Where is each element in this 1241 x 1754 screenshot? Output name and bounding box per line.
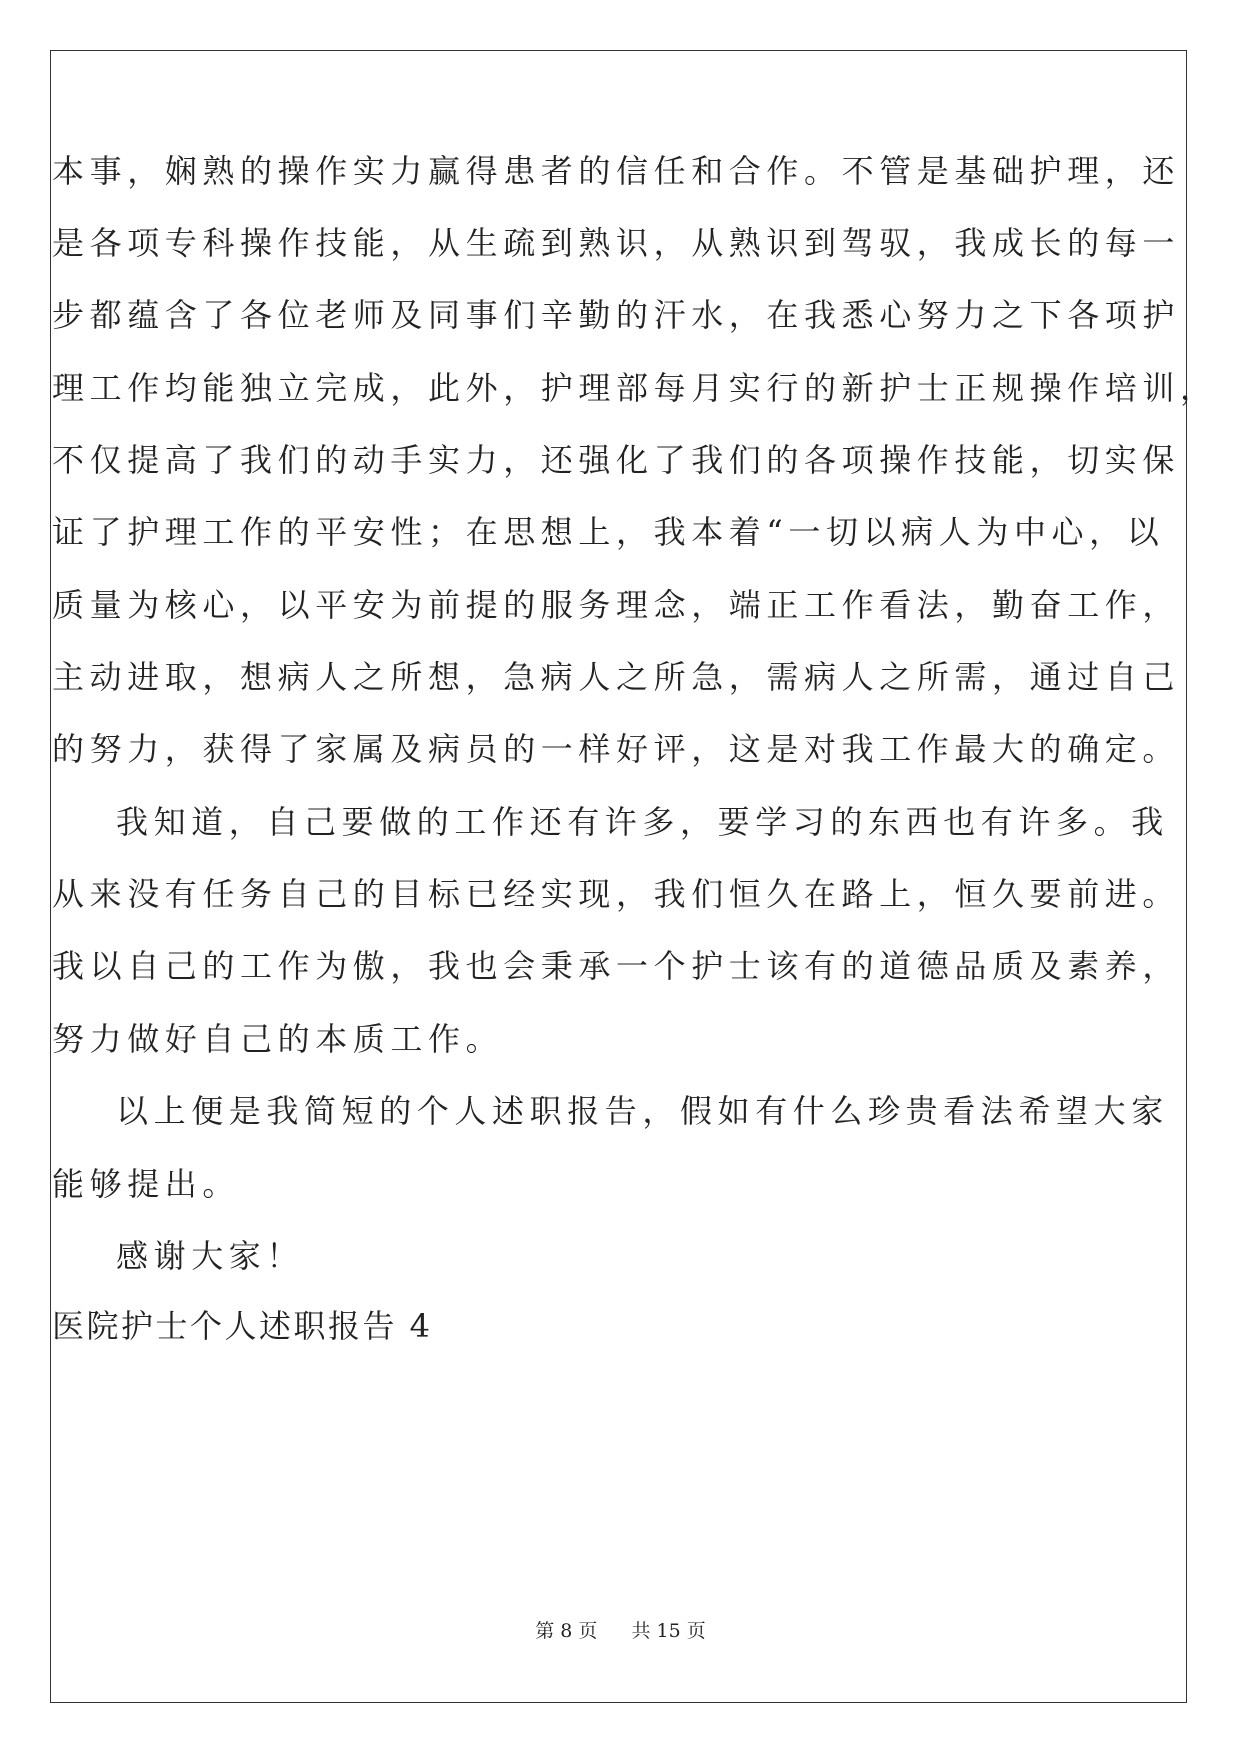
paragraph-line: 主动进取，想病人之所想，急病人之所急，需病人之所需，通过自己 bbox=[52, 658, 1181, 696]
paragraph-line: 我以自己的工作为傲，我也会秉承一个护士该有的道德品质及素养， bbox=[52, 947, 1181, 985]
paragraph-line: 质量为核心，以平安为前提的服务理念，端正工作看法，勤奋工作， bbox=[52, 586, 1181, 624]
paragraph-line: 本事，娴熟的操作实力赢得患者的信任和合作。不管是基础护理，还 bbox=[52, 152, 1181, 190]
paragraph-line: 能够提出。 bbox=[52, 1165, 241, 1203]
paragraph-line: 以上便是我简短的个人述职报告，假如有什么珍贵看法希望大家 bbox=[116, 1092, 1169, 1130]
paragraph-line: 理工作均能独立完成，此外，护理部每月实行的新护士正规操作培训， bbox=[52, 369, 1218, 407]
paragraph-line: 从来没有任务自己的目标已经实现，我们恒久在路上，恒久要前进。 bbox=[52, 875, 1181, 913]
page-footer bbox=[0, 1616, 1241, 1643]
paragraph-line: 步都蕴含了各位老师及同事们辛勤的汗水，在我悉心努力之下各项护 bbox=[52, 296, 1181, 334]
section-heading: 医院护士个人述职报告 4 bbox=[52, 1307, 433, 1345]
paragraph-line: 努力做好自己的本质工作。 bbox=[52, 1020, 504, 1058]
paragraph-line: 证了护理工作的平安性；在思想上，我本着“一切以病人为中心，以 bbox=[52, 513, 1165, 551]
paragraph-line: 的努力，获得了家属及病员的一样好评，这是对我工作最大的确定。 bbox=[52, 730, 1181, 768]
paragraph-line: 不仅提高了我们的动手实力，还强化了我们的各项操作技能，切实保 bbox=[52, 441, 1181, 479]
paragraph-line: 感谢大家！ bbox=[116, 1237, 305, 1275]
page-number: 第 8 页 bbox=[535, 1620, 598, 1642]
page-total: 共 15 页 bbox=[631, 1620, 706, 1642]
paragraph-line: 是各项专科操作技能，从生疏到熟识，从熟识到驾驭，我成长的每一 bbox=[52, 224, 1181, 262]
paragraph-line: 我知道，自己要做的工作还有许多，要学习的东西也有许多。我 bbox=[116, 803, 1169, 841]
